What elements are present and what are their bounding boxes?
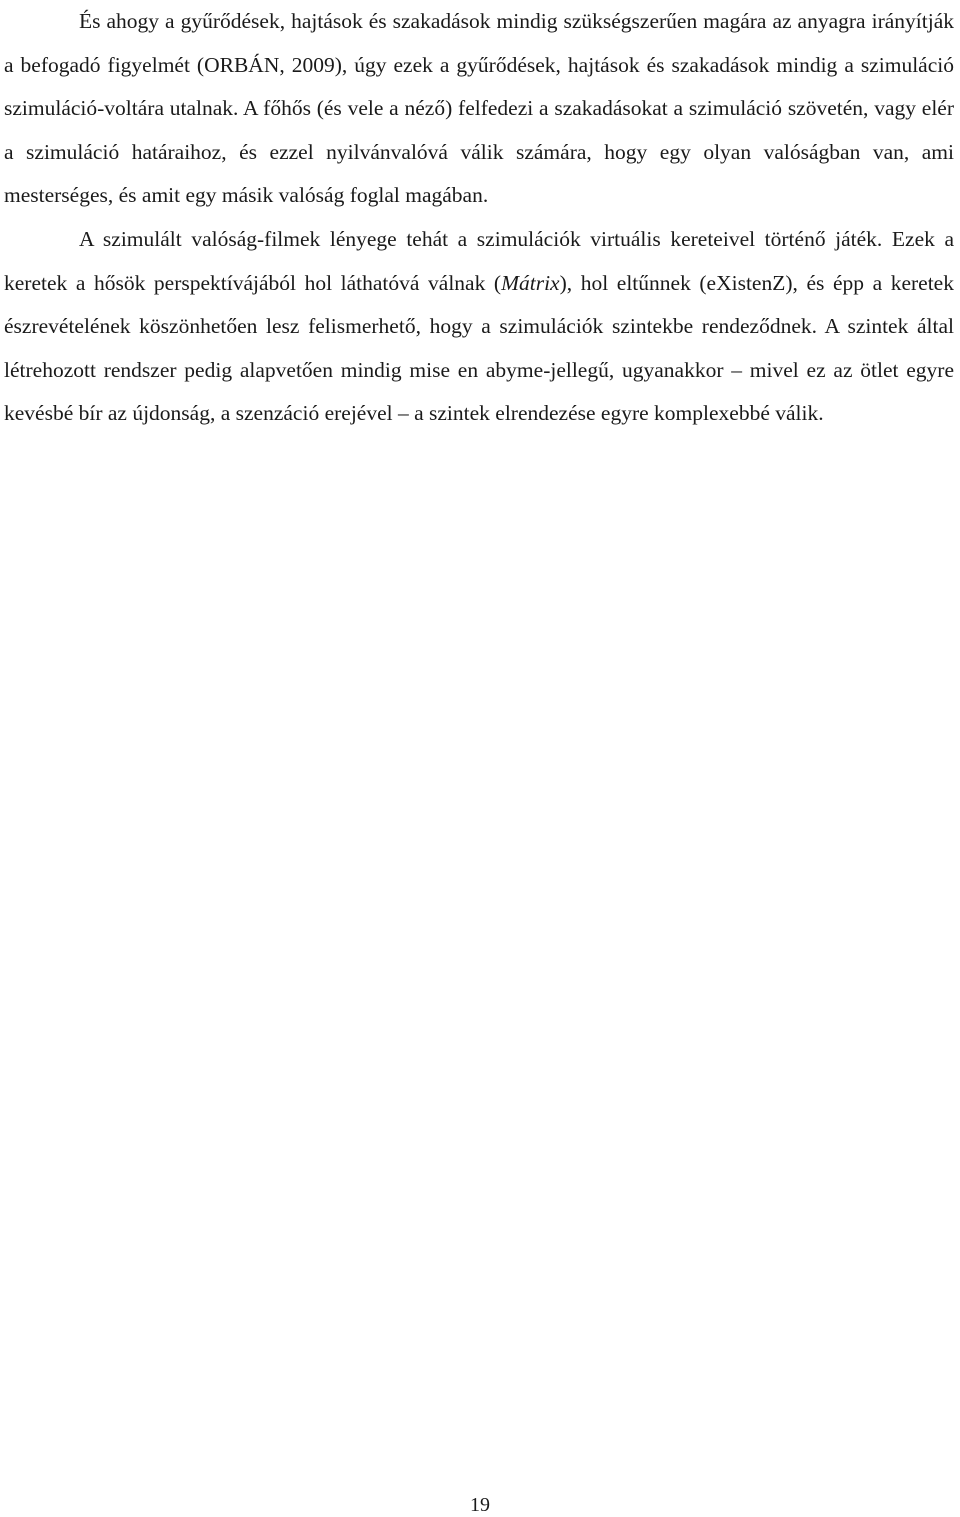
- body-text: [4, 0, 954, 436]
- paragraph-2: [4, 218, 954, 436]
- paragraph-2-text-end: ), hol eltűnnek (eXistenZ), és épp a keretek észrevételének köszönhetően lesz felismerhető, hogy a szimulációk szintekbe rendeződnek. A szintek által létrehozott rendszer pedig alapvetően mindig mise en abyme-jellegű, ugyanakkor – mivel ez az ötlet egyre kevésbé bír az újdonság, a szenzáció erejével – a szintek elrendezése egyre komplexebbé válik.: [4, 270, 954, 426]
- paragraph-1-text: És ahogy a gyűrődések, hajtások és szakadások mindig szükségszerűen magára az anyagra irányítják a befogadó figyelmét (ORBÁN, 2009), úgy ezek a gyűrődések, hajtások és szakadások mindig a szimuláció szimuláció-voltára utalnak. A főhős (és vele a néző) felfedezi a szakadásokat a szimuláció szövetén, vagy elér a szimuláció határaihoz, és ezzel nyilvánvalóvá válik számára, hogy egy olyan valóságban van, ami mesterséges, és amit egy másik valóság foglal magában.: [4, 9, 954, 208]
- page-number: 19: [470, 1494, 490, 1516]
- paragraph-2-text-start: A szimulált valóság-filmek lényege tehát a szimulációk virtuális kereteivel történő játék. Ezek a keretek a hősök perspektívájából hol láthatóvá válnak (: [4, 226, 954, 295]
- film-title-matrix: Mátrix: [501, 270, 560, 295]
- paragraph-1: [4, 0, 954, 218]
